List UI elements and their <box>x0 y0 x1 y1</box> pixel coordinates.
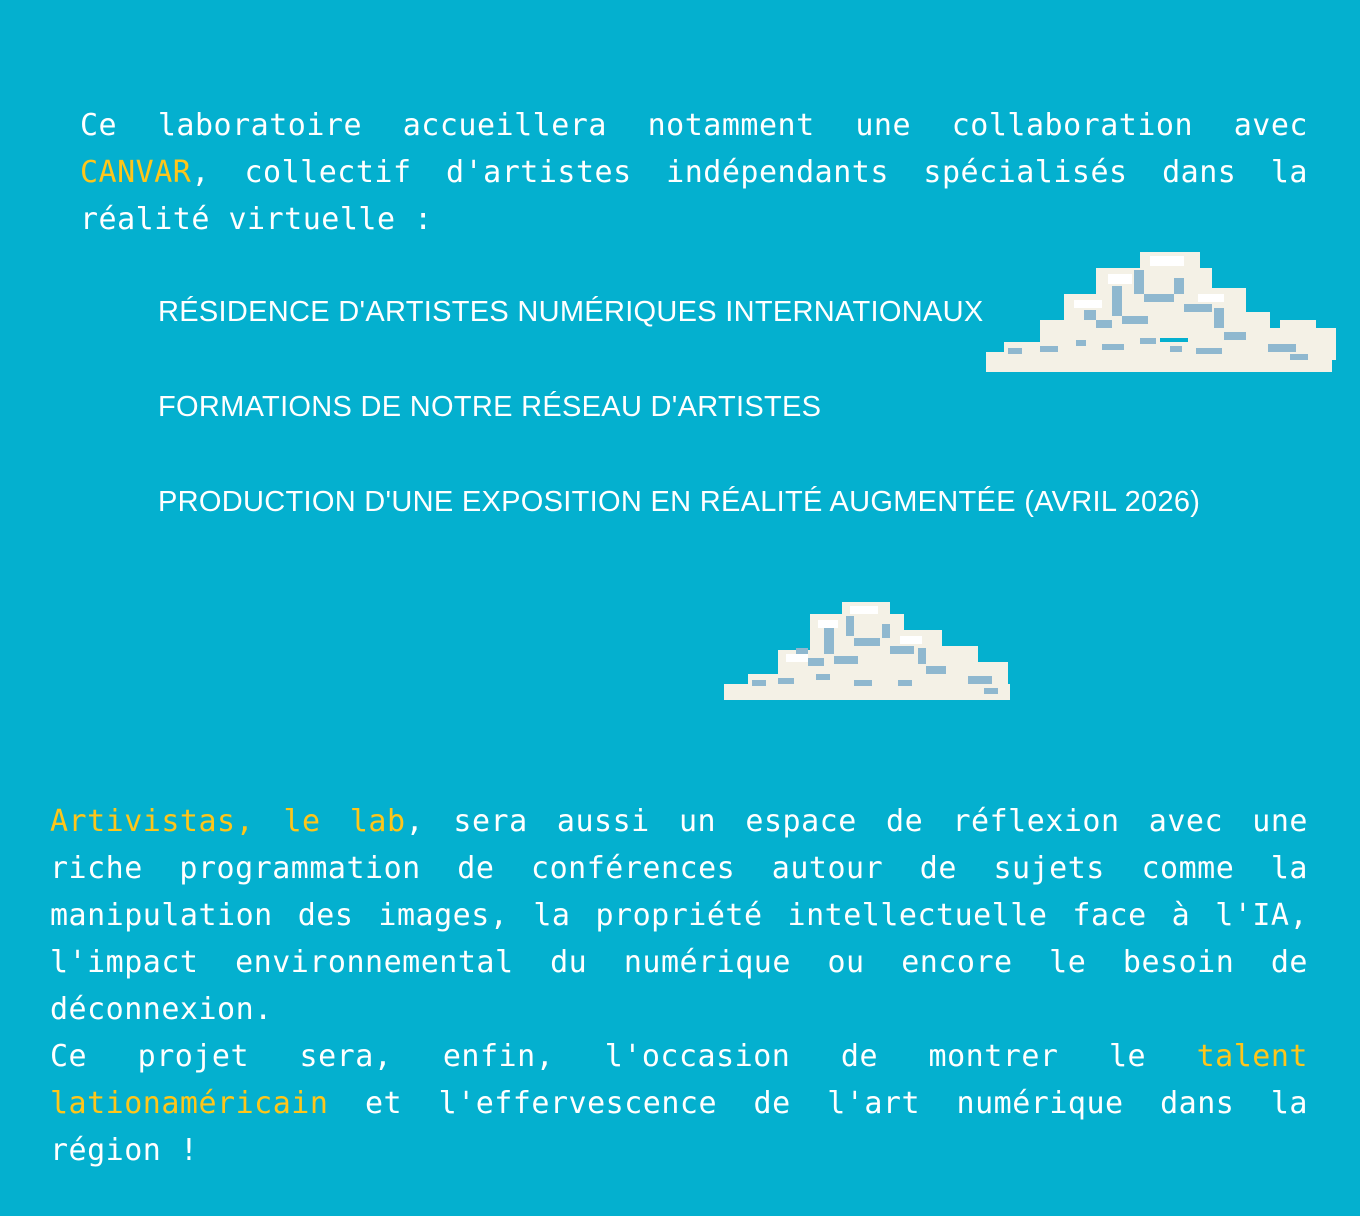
intro-text-before: Ce laboratoire accueillera notamment une collaboration avec <box>80 108 1308 143</box>
talent-highlight: talent lationaméricain <box>50 1039 1308 1121</box>
closing-text-after: et l'effervescence de l'art numérique dans la région ! <box>50 1086 1308 1168</box>
list-item-exposition: PRODUCTION D'UNE EXPOSITION EN RÉALITÉ AUGMENTÉE (AVRIL 2026) <box>158 486 1201 518</box>
list-item-residence: RÉSIDENCE D'ARTISTES NUMÉRIQUES INTERNATIONAUX <box>158 296 984 328</box>
artivistas-highlight: Artivistas, le lab <box>50 804 406 839</box>
intro-text-after: , collectif d'artistes indépendants spécialisés dans la réalité virtuelle : <box>80 155 1308 237</box>
lab-paragraph <box>50 798 1308 1033</box>
closing-text-before: Ce projet sera, enfin, l'occasion de montrer le <box>50 1039 1197 1074</box>
intro-paragraph <box>80 102 1308 243</box>
lab-text-after: , sera aussi un espace de réflexion avec une riche programmation de conférences autour de sujets comme la manipulation des images, la propriété intellectuelle face à l'IA, l'impact environnemental du numérique ou encore le besoin de déconnexion. <box>50 804 1308 1027</box>
pixel-cloud-icon <box>722 600 1014 704</box>
canvar-highlight: CANVAR <box>80 155 192 190</box>
pixel-cloud-icon <box>984 248 1340 376</box>
list-item-formations: FORMATIONS DE NOTRE RÉSEAU D'ARTISTES <box>158 391 822 423</box>
closing-paragraph <box>50 1033 1308 1174</box>
